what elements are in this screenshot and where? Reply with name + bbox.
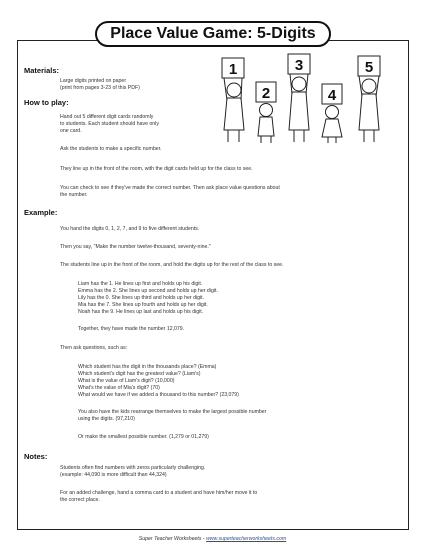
notes-text: For an added challenge, hand a comma card to a student and have him/her move it to <box>60 490 258 496</box>
example-kid-line: Liam has the 1. He lines up first and holds up his digit. <box>78 281 203 287</box>
page-title: Place Value Game: 5-Digits <box>95 21 331 47</box>
example-then-ask: Then ask questions, such as: <box>60 345 128 351</box>
how-to-play-text: to students. Each student should have only <box>60 121 159 127</box>
how-to-play-heading: How to play: <box>24 98 69 107</box>
how-to-play-text: Hand out 5 different digit cards randomly <box>60 114 154 120</box>
kid-head <box>227 83 241 97</box>
example-question: What's the value of Mia's digit? (70) <box>78 385 160 391</box>
example-rearrange: using the digits. (97,210) <box>78 416 135 422</box>
kid-head <box>260 104 273 117</box>
example-kid-line: Mia has the 7. She lines up fourth and holds up her digit. <box>78 302 208 308</box>
example-kid-line: Lily has the 0. She lines up third and holds up her digit. <box>78 295 205 301</box>
example-smallest: Or make the smallest possible number. (1,279 or 01,279) <box>78 434 209 440</box>
kid-body <box>322 119 342 137</box>
how-to-play-text: the number. <box>60 192 88 198</box>
page-footer <box>0 536 425 542</box>
how-to-play-text: You can check to see if they've made the correct number. Then ask place value questions about <box>60 185 280 191</box>
card-digit-2: 2 <box>261 85 271 102</box>
materials-text: Large digits printed on paper <box>60 78 127 84</box>
example-text: Then you say, "Make the number twelve-thousand, seventy-nine." <box>60 244 211 250</box>
kid-body <box>359 94 379 130</box>
notes-text: (example: 44,090 is more difficult than 44,324) <box>60 472 167 478</box>
kid-head <box>326 106 339 119</box>
kid-body <box>224 98 244 130</box>
example-kid-line: Noah has the 9. He lines up last and holds up his digit. <box>78 309 204 315</box>
kid-head <box>362 79 376 93</box>
kids-with-digit-cards-illustration <box>218 50 394 145</box>
example-text: You hand the digits 0, 1, 2, 7, and 9 to five different students. <box>60 226 200 232</box>
card-digit-3: 3 <box>294 57 304 74</box>
materials-text: (print from pages 3-23 of this PDF) <box>60 85 140 91</box>
example-together: Together, they have made the number 12,079. <box>78 326 185 332</box>
card-digit-5: 5 <box>364 59 374 76</box>
how-to-play-text: one card. <box>60 128 82 134</box>
footer-url-link[interactable]: www.superteacherworksheets.com <box>206 536 287 542</box>
kid-body <box>258 117 274 136</box>
card-digit-1: 1 <box>228 61 238 78</box>
example-kid-line: Emma has the 2. She lines up second and holds up her digit. <box>78 288 218 294</box>
example-question: Which student has the digit in the thousands place? (Emma) <box>78 364 217 370</box>
card-digit-4: 4 <box>327 87 337 104</box>
example-question: Which student's digit has the greatest value? (Liam's) <box>78 371 201 377</box>
footer-brand: Super Teacher Worksheets - <box>138 536 207 542</box>
how-to-play-text: Ask the students to make a specific number. <box>60 146 162 152</box>
materials-heading: Materials: <box>24 66 60 75</box>
example-question: What is the value of Liam's digit? (10,000) <box>78 378 175 384</box>
example-text: The students line up in the front of the room, and hold the digits up for the rest of the class to see. <box>60 262 284 268</box>
notes-heading: Notes: <box>24 452 48 461</box>
example-rearrange: You also have the kids rearrange themselves to make the largest possible number <box>78 409 267 415</box>
notes-text: Students often find numbers with zeros particularly challenging. <box>60 465 206 471</box>
kid-body <box>289 92 309 130</box>
example-heading: Example: <box>24 208 58 217</box>
notes-text: the correct place. <box>60 497 100 503</box>
kid-head <box>292 77 306 91</box>
how-to-play-text: They line up in the front of the room, with the digit cards held up for the class to see. <box>60 166 253 172</box>
example-question: What would we have if we added a thousand to this number? (23,079) <box>78 392 239 398</box>
